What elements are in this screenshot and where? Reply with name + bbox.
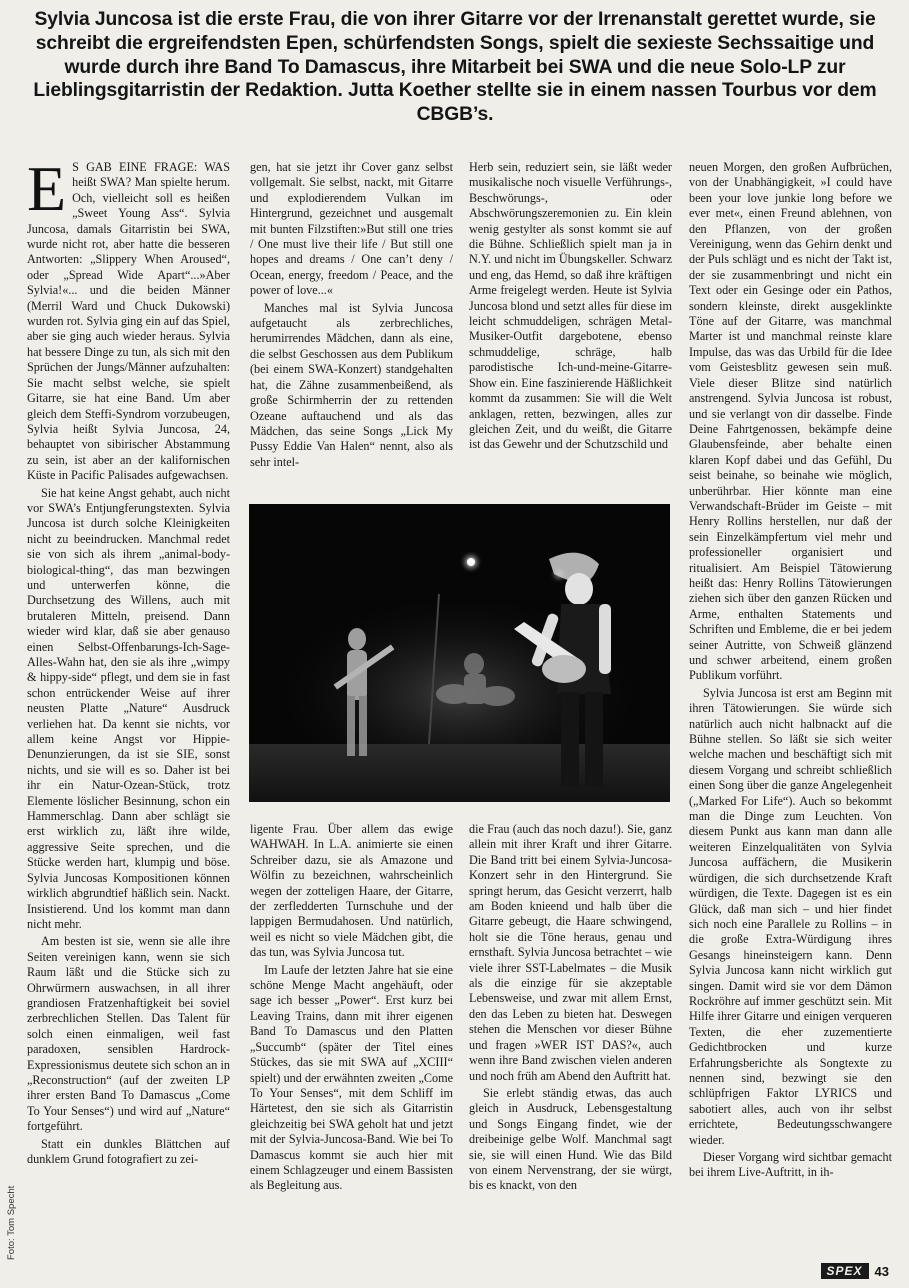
paragraph: Am besten ist sie, wenn sie alle ihre Seiten vereinigen kann, wenn sie sich Raum läßt und die Stücke sich zu Ohrwürmern auswachsen, in all ihrer grandiosen Fratzenhaftigkeit bei soviel zerbrechlichen Stellen. Das Talent für solch einen einmaligen, weil fast paradoxen, sensiblen Hardrock-Expressionismus deutete sich schon an in „Reconstruction“ (auf der zweiten LP ihrer ersten Band To Damascus „Come To Your Senses“) und wird auf „Nature“ fortgeführt. — [27, 934, 230, 1134]
column-1 — [27, 160, 230, 1242]
paragraph: Sie erlebt ständig etwas, das auch gleich in Ausdruck, Lebensgestaltung und Songs Eingang findet, wie der dreibeinige gelbe Wolf. Manchmal sagt sie, sie will einen Hund. Wie das Bild von einem Nervenstrang, der sie würgt, bis es knackt, von den — [469, 1085, 672, 1193]
column-4 — [689, 160, 892, 1242]
drop-cap: E — [27, 160, 67, 224]
column-2-bottom — [250, 822, 453, 1242]
paragraph: Statt ein dunkles Blättchen auf dunklem Grund fotografiert zu zei- — [27, 1136, 230, 1166]
magazine-logo: SPEX — [821, 1263, 869, 1279]
paragraph: Manches mal ist Sylvia Juncosa aufgetaucht als zerbrechliches, herumirrendes Mädchen, dann als eine, die selbst Geschossen aus dem Publikum (bei einem SWA-Konzert) standgehalten hat, die Zähne zusammenbeißend, als große Schirmherrin der zu rettenden Ozeane auftauchend und als das Mädchen, das seine Songs „Lick My Pussy Eddie Van Halen“ nennt, also als sehr intel- — [250, 300, 453, 469]
paragraph: Herb sein, reduziert sein, sie läßt weder musikalische noch visuelle Verführungs-, Beschwörungs-, oder Abschwörungszeremonien zu. Ein klein wenig gestylter als sonst kommt sie auf die Bühne. Schließlich spielt man ja in N.Y. und nicht im Übungskeller. Schwarz und eng, das Hemd, so daß ihre kräftigen Arme freigelegt werden. Heute ist Sylvia Juncosa blond und setzt alles für diese im leicht schmuddeligen, schrägen Metal-Musiker-Outfit dargebotene, ebenso schmuddelige, schräge, halb parodistische Ich-und-meine-Gitarre-Show ein. Eine faszinierende Häßlichkeit kommt da zusammen: Sie will die Welt anklagen, retten, bezwingen, alles zur gleichen Zeit, und du weißt, die Gitarre ist das Gewehr und der Schutzschild und — [469, 160, 672, 452]
paragraph: neuen Morgen, den großen Aufbrüchen, von der Unabhängigkeit, »I could have been your love junkie long before we ever met«, einen Freund ablehnen, von den Pflanzen, von der großen Vereinigung, wenn das Gehirn denkt und der Puls schlägt und es nicht der Takt ist, der sie zusammenbringt und nicht ein Text oder ein Gesinge oder ein Pathos, sondern kleinste, direkt ausgeklinkte Töne auf der Gitarre, was manchmal Marter ist und manchmal reinste klare Impulse, das was das Urbild für die Idee vom Geistesblitz gewesen sein muß. Viele dieser Blitze sind natürlich anstrengend. Sylvia Juncosa ist robust, und sie verlangt von dir dasselbe. Finde Deine Fahrtgenossen, bekämpfe deine Glaubensfeinde, aber behalte einen klaren Kopf dabei und das Gefühl, Du seist beinahe, so beinahe wie möglich, unberührbar. Hier könnte man eine Verwandschaft-Brüder im Geiste – mit Henry Rollins herstellen, nur daß der sein Einzelkämpfertum viel mehr und professioneller organisiert und ritualisiert. Am Beispiel Tätowierung heißt das: Henry Rollins Tätowierungen ziehen sich über den ganzen Rücken und Arme, enthalten Statements und Schriften und Embleme, die er bei jedem seiner Autritte, von Schweiß glänzend und schwer arbeitend, einem großen Publikum vorführt. — [689, 160, 892, 683]
paragraph: S GAB EINE FRAGE: WAS heißt SWA? Man spielte herum. Och, vielleicht soll es heißen „Sweet Young Ass“. Sylvia Juncosa, damals Gitarristin bei SWA, wurde nicht rot, aber hatte die besseren Antworten: „Slippery When Aroused“, oder „Spread Wide Apart“...»Aber Sylvia!«... und die beiden Männer (Merril Ward und Chuck Dukowski) wurden rot. Sylvia ging ein auf das Spiel, aber sie ging auch wieder heraus. Sylvia hat bessere Dinge zu tun, als sich mit den Sprüchen der Jungs/Männer aufzuhalten: Sie macht selbst welche, sie spielt Gitarre, sie hat eine Band. Um aber gleich dem Steffi-Syndrom vorzubeugen, Sylvia heißt Sylvia Juncosa, 24, behauptet von sibirischer Abstammung zu sein, ist aber an der kalifornischen Küste in Pacific Palisades aufgewachsen. — [27, 160, 230, 483]
paragraph: Sie hat keine Angst gehabt, auch nicht vor SWA’s Entjungferungstexten. Sylvia Juncosa ist durch solche Kleinigkeiten nicht zu beeindrucken. Manchmal redet sie von sich als ihrem „animal-body-biological-thing“, das man bezwingen und unterwerfen könne, die Durchsetzung des Willens, auch mit brutaleren Mitteln, preisend. Dann wieder wird klar, daß sie aber genauso einen Selbst-Offenbarungs-Ich-Sage-Alles-Wahn hat, den sie als ihre „wimpy & hippy-side“ pflegt, und dem sie in fast schon entrückender Weise auf ihrer neusten Platte „Nature“ Ausdruck verliehen hat. Da kennt sie nichts, vor allem keine Angst vor Hippie-Denunzierungen, da ist sie SIE, sonst nichts, und sie will es so. Daher ist bei ihr ein Natur-Ozean-Stück, trotz Elemente löslicher Besinnung, schon ein Hammerschlag. Dann aber schlägt sie erst wirklich zu, läßt ihre wilde, aggressive Seite sprechen, und die Stücke werden hart, klumpig und böse. Sylvia Juncosas Kompositionen können wirklich abgrundtief häßlich sein. Nackt. Insistierend. Und los kommt man dann nicht mehr. — [27, 485, 230, 931]
page-footer — [821, 1262, 889, 1280]
page-number: 43 — [874, 1263, 889, 1279]
paragraph: Im Laufe der letzten Jahre hat sie eine schöne Menge Macht angehäuft, oder sage ich besser „Power“. Erst kurz bei Leaving Trains, dann mit ihrer eigenen Band To Damascus und den Platten „Succumb“ (später der Titel eines Stückes, das sie mit SWA auf „XCIII“ spielt) und der erwähnten zweiten „Come To Your Senses“, mit dem Schliff im Härtetest, den sie sich als Gitarristin gleichzeitig bei SWA geholt hat und jetzt mit der Sylvia-Juncosa-Band. Wie bei To Damascus kommt sie auch hier mit einem Schlagzeuger und einem Bassisten als Begleitung aus. — [250, 962, 453, 1193]
paragraph: gen, hat sie jetzt ihr Cover ganz selbst vollgemalt. Sie selbst, nackt, mit Gitarre und explodierendem Vulkan im Hintergrund, gezeichnet und ausgemalt mit bunten Filzstiften:»But still one tries / One must live their life / But still one hopes and dreams / One can’t deny / Ocean, energy, freedom / Peace, and the power of love...« — [250, 160, 453, 298]
paragraph: Sylvia Juncosa ist erst am Beginn mit ihren Tätowierungen. Sie würde sich natürlich auch nicht halbnackt auf die Bühne stellen. So läßt sie sich weiter welche machen und beschäftigt sich mit diesem Vorgang und schreibt schließlich einen Song über die ganze Angelegenheit („Marked For Life“). Auch so bekommt man die Dinge zum Leuchten. Von diesem Punkt aus kann man dann alle weiteren Einzelqualitäten von Sylvia Juncosa auffächern, die Musikerin würdigen, die sich durchsetzende Kraft würdigen, die Texte. Dagegen ist es ein Glück, daß man sich – und hier findet sich noch eine Parallele zu Rollins – in die große Extra-Würdigung ihres Gesangs hineinsteigern kann. Denn Sylvia Juncosa kann nicht wirklich gut singen. Damit wird sie vor dem Dämon Rockröhre auf immer geschützt sein. Mit Hilfe ihrer Gitarre und einigen verqueren Texten, die eher zuzementierte Gedichtbrocken und kurze Erfahrungsberichte als Songtexte zu nennen sind, bezwingt sie den schlüpfrigen Faktor LYRICS und sabotiert alles, auch von ihr selbst errichtete, Bedeutungsschwangere wieder. — [689, 685, 892, 1147]
column-3-bottom — [469, 822, 672, 1242]
photo-credit: Foto: Tom Specht — [6, 1185, 17, 1260]
article-intro: Sylvia Juncosa ist die erste Frau, die von ihrer Gitarre vor der Irrenanstalt gerettet wurde, sie schreibt die ergreifendsten Epen, schürfendsten Songs, spielt die sexieste Sechssaitige und wurde durch ihre Band To Damascus, ihre Mitarbeit bei SWA und die neue Solo-LP zur Lieblingsgitarristin der Redaktion. Jutta Koether stellte sie in einem nassen Tourbus vor dem CBGB’s. — [33, 9, 877, 126]
column-3-top — [469, 160, 672, 498]
column-2-top — [250, 160, 453, 498]
paragraph: die Frau (auch das noch dazu!). Sie, ganz allein mit ihrer Kraft und ihrer Gitarre. Die Band tritt bei einem Sylvia-Juncosa-Konzert sehr in den Hintergrund. Sie springt herum, das Gesicht verzerrt, halb am Boden knieend und halb über die Gitarre gebeugt, die Haare schwingend, holt sie die Töne heraus, genau und ernsthaft. Sylvia Juncosa betrachtet – wie viele ihrer SST-Labelmates – die Musik als die einzige für sie akzeptable Lebensweise, und zwar mit allem Ernst, den das Leben zu bieten hat. Deswegen stehen die Menschen vor dieser Bühne und fragen »WER IST DAS?«, auch wenn ihre Band zwischen vielen anderen und noch früh am Abend den Auftritt hat. — [469, 822, 672, 1083]
concert-photo-image — [249, 504, 670, 802]
paragraph: Dieser Vorgang wird sichtbar gemacht bei ihrem Live-Auftritt, in ih- — [689, 1150, 892, 1180]
paragraph: ligente Frau. Über allem das ewige WAHWAH. In L.A. animierte sie einen Schreiber dazu, sie als Amazone und Wölfin zu bezeichnen, wahrscheinlich wegen der zotteligen Haare, der Gitarre, der zerfledderten Turnschuhe und der lappigen Bermudahosen. Und natürlich, weil es nicht so viele Mädchen gibt, die das tun, was Sylvia Juncosa tut. — [250, 822, 453, 960]
concert-photo — [249, 504, 670, 802]
